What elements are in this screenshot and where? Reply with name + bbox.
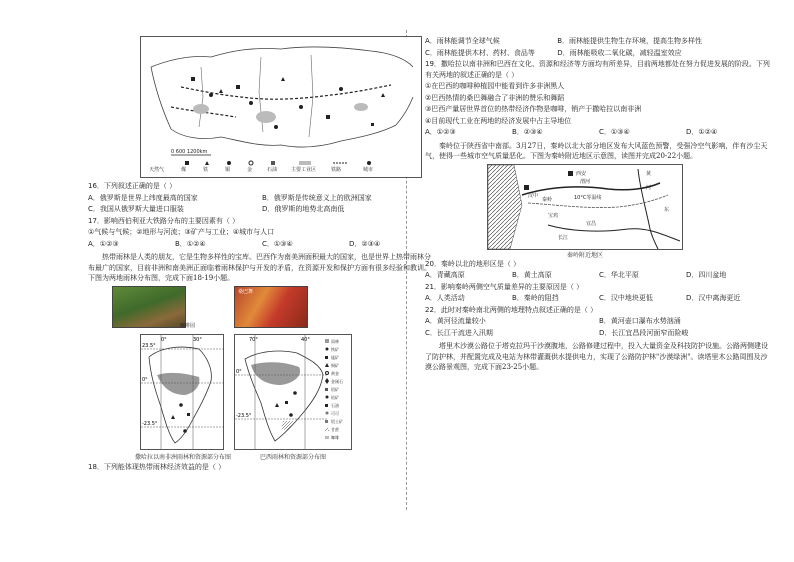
- russia-map-svg: [141, 37, 421, 177]
- q18-options: [425, 36, 773, 59]
- q19-option-c[interactable]: C．①③④: [599, 128, 630, 136]
- label-qinling: 秦岭: [542, 196, 553, 203]
- q20-option-d[interactable]: D．四川盆地: [686, 271, 727, 279]
- q16-option-d[interactable]: D．俄罗斯的地势北高南低: [262, 205, 345, 213]
- q17-factors: ①气候与气候；②地形与河流；③矿产与工业；④城市与人口: [88, 228, 275, 236]
- label-xian: 西安: [576, 170, 587, 177]
- map-scale: 0 600 1200km: [171, 149, 208, 155]
- legend-cobalt: 钻矿: [331, 394, 339, 400]
- brazil-lon70: 70°: [249, 336, 258, 343]
- legend-coffee: 咖啡: [331, 434, 339, 440]
- label-dong: 东: [664, 206, 670, 213]
- coffee-photo: [112, 286, 186, 328]
- label-isotherm: 10°C等温线: [574, 194, 602, 201]
- right-column: [425, 36, 773, 375]
- q19-item-3: ③巴西产量居世界首位的热带经济作物是咖啡，销产于撒哈拉以南非洲: [425, 105, 642, 113]
- q21-stem: 21．影响秦岭两侧空气质量差异的主要原因是（ ）: [425, 282, 584, 291]
- legend-diamond: 金刚石: [331, 378, 343, 384]
- russia-resource-map: [140, 36, 422, 178]
- q19-item-4: ④目前现代工业在两地的经济发展中占主导地位: [425, 116, 572, 125]
- qinling-map: [487, 164, 683, 250]
- legend-iron: 铁: [203, 167, 209, 173]
- q19-option-b[interactable]: B．②③④: [512, 128, 543, 136]
- brazil-map-svg: [235, 335, 351, 449]
- passage-qinling: 秦岭位于陕西省中南部。3月27日，秦岭以北大部分地区发布大风蓝色预警，受强冷空气影响，伴有沙尘天气，使得一些城市空气质量恶化。下图为秦岭附近地区示意图，读图并完成20-22小题。: [425, 141, 768, 160]
- legend-copper: 铜: [225, 167, 231, 173]
- coffee-photo-label: 咖啡园: [180, 322, 196, 329]
- label-weihe: 渭河: [580, 178, 591, 185]
- q16-option-b[interactable]: B．俄罗斯是传统意义上的欧洲国家: [262, 193, 372, 202]
- q22-option-c[interactable]: C．长江干流进入汛期: [425, 328, 493, 337]
- legend-railway: 铁路: [331, 167, 342, 173]
- q22-options: [425, 316, 773, 339]
- q16-option-c[interactable]: C．我国从俄罗斯大量进口服装: [88, 205, 184, 213]
- legend-gas: 天然气: [149, 167, 165, 173]
- africa-map-svg: [141, 335, 223, 449]
- africa-map-caption: 撒哈拉以南非洲雨林和资源部分布图: [134, 453, 231, 461]
- legend-rainforest: 雨林: [331, 338, 339, 344]
- q18-stem: 18．下列能体现热带雨林经济效益的是（ ）: [88, 462, 226, 471]
- q19-options: [425, 127, 773, 139]
- q17-option-b[interactable]: B．①②④: [175, 239, 206, 248]
- samba-photo-label: 桑巴舞: [238, 288, 254, 295]
- legend-manganese: 锰矿: [331, 354, 339, 360]
- label-he: 河: [646, 184, 652, 191]
- label-yichang: 宜昌: [586, 220, 597, 227]
- q18-option-d[interactable]: D．雨林能吸收二氧化碳，减轻温室效应: [557, 48, 682, 57]
- brazil-map-caption: 巴西雨林和资源部分布图: [259, 453, 326, 461]
- passage-rainforest: 热带雨林是人类的朋友，它是生物多样性的宝库。巴西作为南美洲面积最大的国家，也是世界上热带雨林分布最广的国家，目前非洲和南美洲正面临着雨林保护与开发的矛盾，在资源开发和保护方面有很多经验和教训。下图为两地雨林分布图，完成下面18-19小题。: [88, 253, 431, 282]
- q20-option-b[interactable]: B．黄土高原: [512, 271, 552, 279]
- q22-option-d[interactable]: D．长江宜昌段河面窄而险峻: [599, 328, 689, 337]
- africa-map: [140, 334, 224, 450]
- label-hua: 黄: [646, 170, 652, 177]
- legend-iron-ore: 铁矿: [331, 346, 339, 352]
- q21-option-b[interactable]: B．秦岭的阻挡: [512, 294, 559, 302]
- q17-option-a[interactable]: A．①②③: [88, 239, 119, 248]
- q21-options: [425, 293, 773, 305]
- q18-option-c[interactable]: C．雨林能提供木材、药材、食品等: [425, 48, 535, 57]
- q20-stem: 20．秦岭以北的地形区是（ ）: [425, 259, 521, 268]
- rainforest-maps: [88, 334, 436, 462]
- label-baoji: 宝鸡: [548, 212, 559, 219]
- legend-industrial: 主要工业区: [291, 167, 317, 173]
- q19-item-2: ②巴西热情的桑巴舞融合了非洲的赞乐和舞蹈: [425, 93, 565, 102]
- q22-stem: 22．此时对秦岭南北两侧的地理特点叙述正确的是（ ）: [425, 305, 598, 314]
- legend-city: 城市: [363, 167, 374, 173]
- q21-option-a[interactable]: A．人类活动: [425, 294, 465, 302]
- qinling-map-svg: [488, 165, 682, 249]
- q17-option-c[interactable]: C．①③④: [262, 239, 293, 248]
- legend-bauxite: 铝土矿: [331, 418, 343, 424]
- label-changjiang: 长江: [558, 234, 569, 241]
- qinling-caption: 秦岭附近地区: [566, 251, 603, 259]
- africa-lat23n: 23.5°: [142, 342, 156, 349]
- brazil-map: [234, 334, 352, 450]
- q18-option-b[interactable]: B．雨林能提供生物生存环境，提高生物多样性: [557, 37, 703, 45]
- label-hanzhong: 汉中: [528, 192, 539, 199]
- legend-cocoa: 可可: [331, 410, 339, 416]
- legend-sugarcane: 甘蔗: [331, 426, 339, 432]
- africa-eq: 0°: [142, 376, 148, 383]
- left-column: [88, 36, 436, 473]
- q19-item-1: ①在巴西的咖啡种植园中能看到许多非洲黑人: [425, 82, 565, 90]
- legend-petroleum: 石油: [331, 402, 339, 408]
- legend-aluminum: 铝矿: [331, 386, 339, 392]
- brazil-lat23s: -23.5°: [236, 412, 252, 419]
- africa-lat23s: -23.5°: [142, 420, 158, 427]
- q20-option-c[interactable]: C．华北平原: [599, 271, 639, 279]
- legend-coal: 煤: [181, 167, 187, 173]
- brazil-eq: 0°: [236, 368, 242, 375]
- q21-option-d[interactable]: D．汉中离海更近: [686, 294, 741, 302]
- q16-stem: 16．下列叙述正确的是（ ）: [88, 182, 177, 190]
- photo-row: [88, 286, 436, 334]
- q16-option-a[interactable]: A．俄罗斯是世界上纬度最高的国家: [88, 193, 198, 202]
- brazil-lon40: 40°: [301, 336, 310, 343]
- q22-option-b[interactable]: B．黄河壶口瀑布水势汹涌: [599, 317, 681, 325]
- q22-option-a[interactable]: A．黄河径流量较小: [425, 317, 486, 325]
- legend-oil: 石油: [267, 167, 278, 173]
- q20-option-a[interactable]: A．青藏高原: [425, 271, 465, 279]
- q17-stem: 17．影响西伯利亚大铁路分布的主要因素有（ ）: [88, 216, 240, 225]
- africa-lon0: 0°: [161, 336, 167, 343]
- passage-desert-road: 塔里木沙漠公路位于塔克拉玛干沙漠腹地，公路修建过程中，投入大量资金及科技防护设施。公路两侧建设了防护林，并配置完成及电站为林带灌溉供水提供电力，实现了公路防护林"沙漠绿洲"。读塔里木公路周围及沙漠公路景观图，完成下面23-25小题。: [425, 342, 768, 371]
- q19-stem: 19．撒哈拉以南非洲和巴西在文化、资源和经济等方面均有所差异，目前两地都处在努力促进发展的阶段。下列有关两地的叙述正确的是（ ）: [425, 60, 770, 79]
- q17-option-d[interactable]: D．②③④: [349, 239, 381, 248]
- africa-lon30: 30°: [193, 336, 202, 343]
- q18-option-a[interactable]: A．雨林能调节全球气候: [425, 37, 500, 45]
- legend-copper-ore: 铜矿: [331, 362, 339, 368]
- q17-options: [88, 239, 436, 251]
- q20-options: [425, 270, 773, 282]
- q19-option-a[interactable]: A．①②③: [425, 128, 456, 136]
- legend-gold-ore: 黄金: [331, 370, 339, 376]
- q19-option-d[interactable]: D．①②④: [686, 128, 718, 136]
- legend-gold: 金: [247, 167, 253, 173]
- q21-option-c[interactable]: C．汉中地块更低: [599, 294, 653, 302]
- q16-options: [88, 193, 436, 216]
